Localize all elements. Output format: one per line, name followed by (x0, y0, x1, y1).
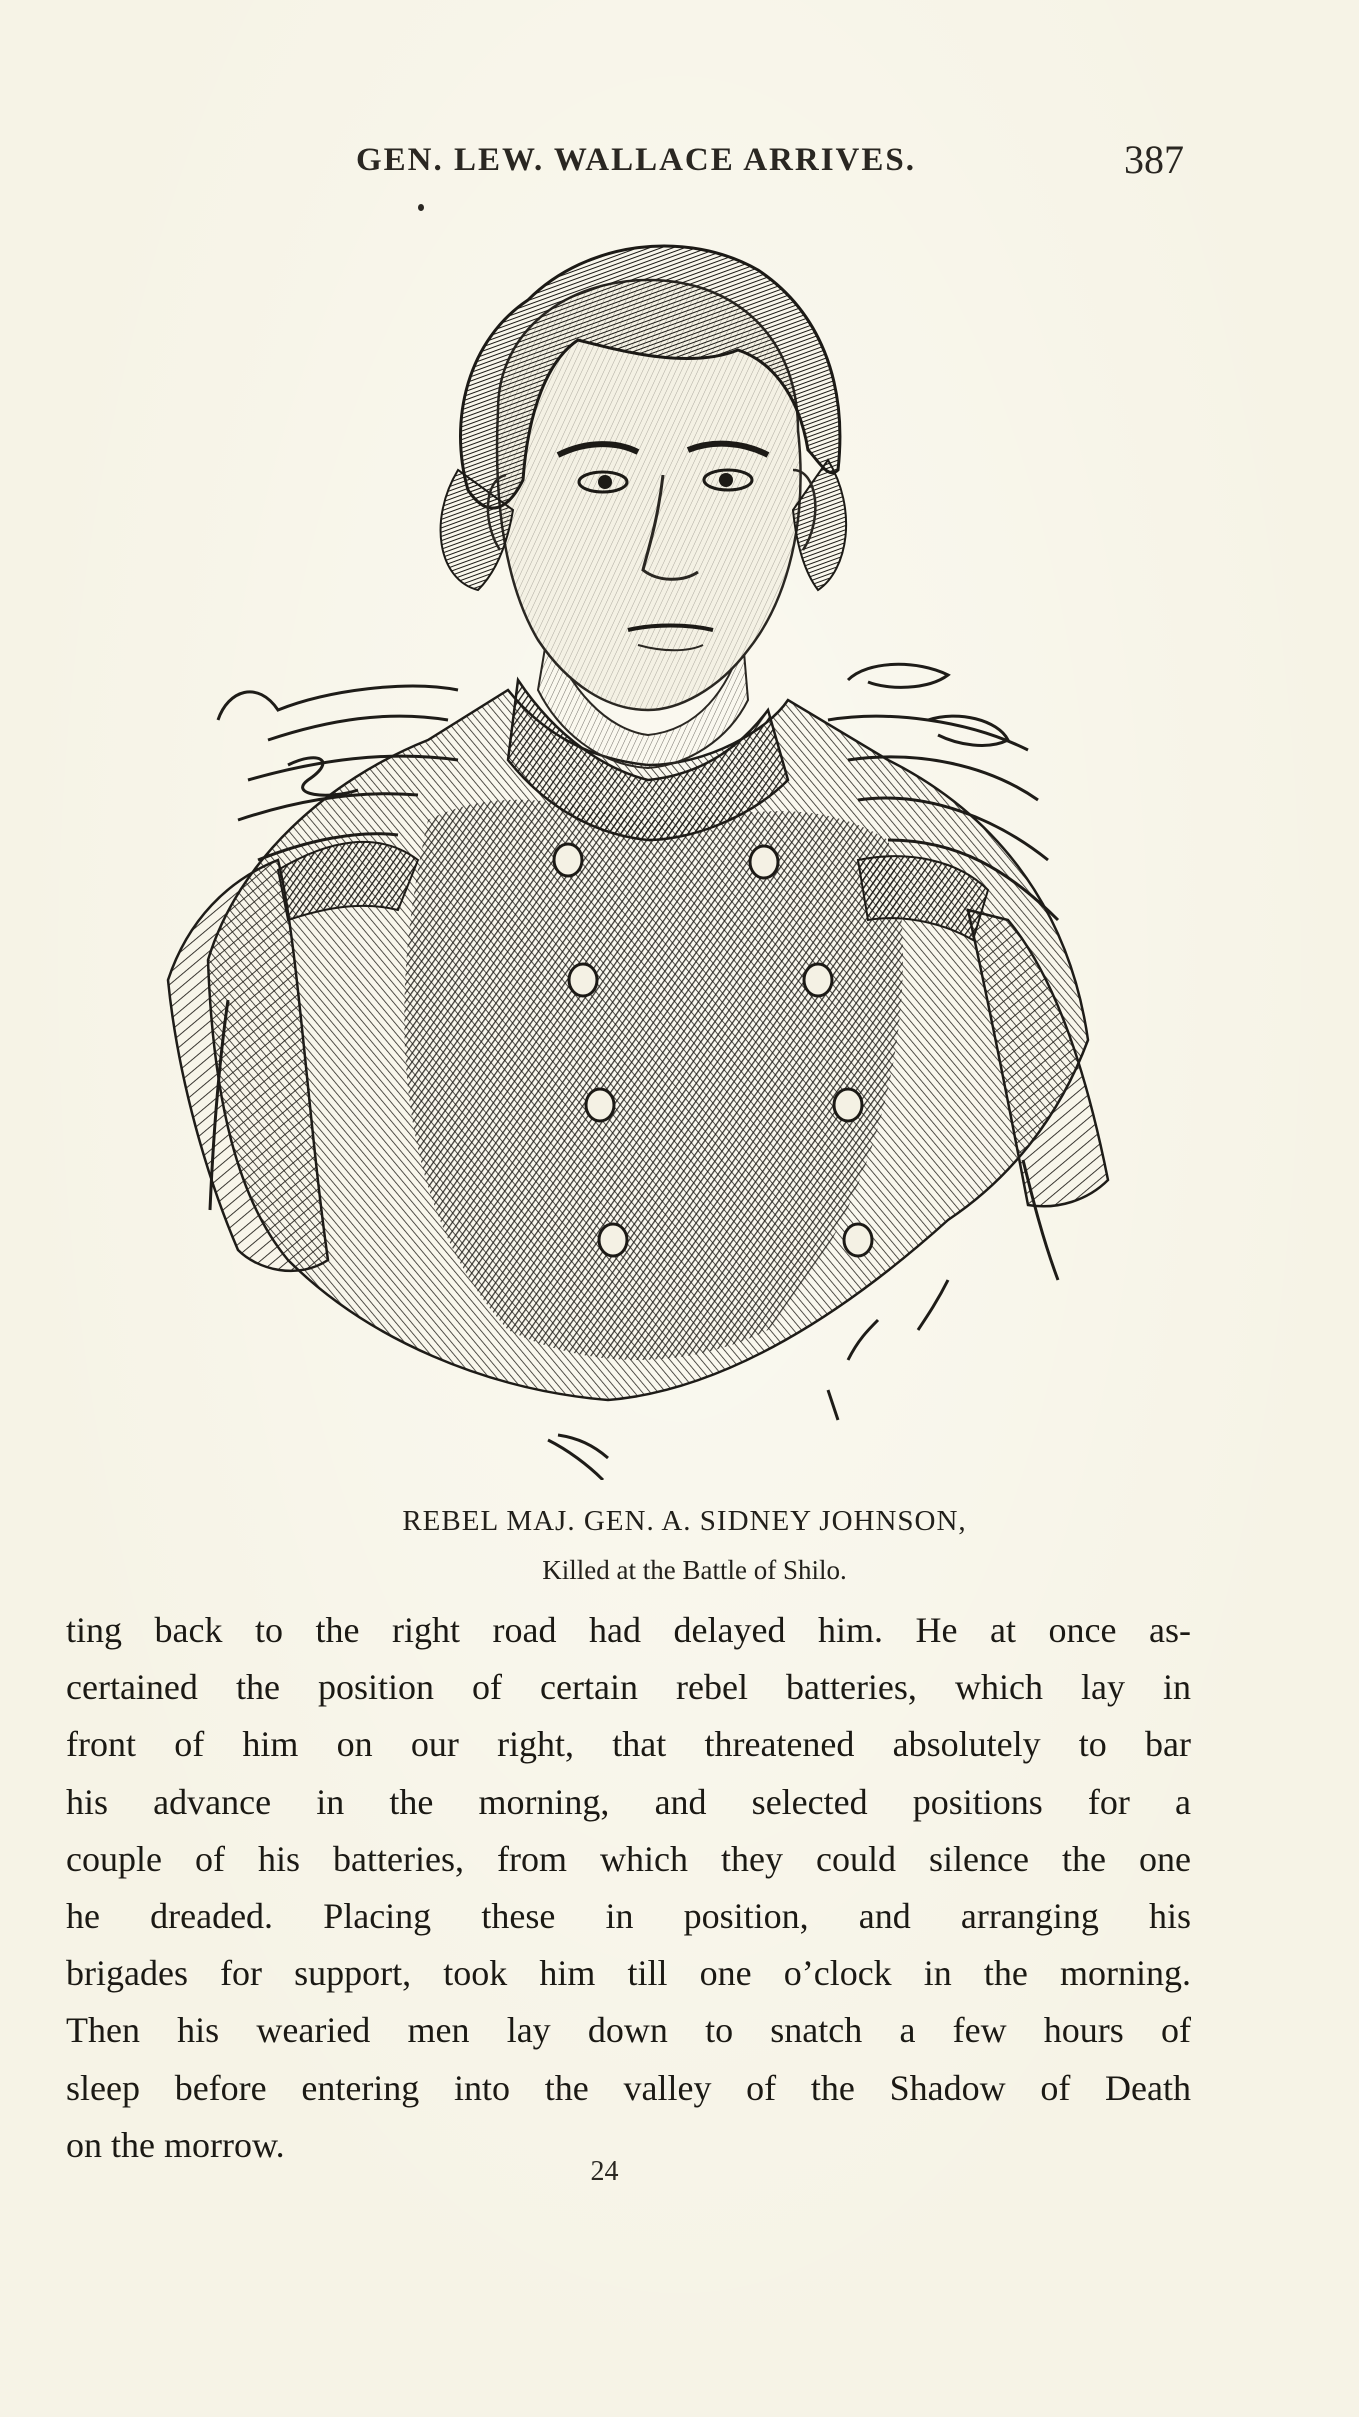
page-number: 387 (1124, 137, 1184, 182)
body-line: brigades for support, took him till one o’clock in the morning. (66, 1953, 1191, 1994)
body-paragraph (66, 1602, 1191, 2174)
body-line: certained the position of certain rebel batteries, which lay in (66, 1667, 1191, 1708)
body-line: he dreaded. Placing these in position, and arranging his (66, 1895, 1191, 1936)
body-line: ting back to the right road had delayed him. He at once as- (66, 1610, 1191, 1650)
body-line: Then his wearied men lay down to snatch a few hours of (66, 2010, 1191, 2051)
body-line: his advance in the morning, and selected positions for a (66, 1781, 1191, 1822)
signature-mark: 24 (590, 2156, 619, 2187)
illustration-caption-title: REBEL MAJ. GEN. A. SIDNEY JOHNSON, (402, 1505, 967, 1537)
ink-speck (418, 204, 424, 211)
body-line: on the morrow. (66, 2124, 285, 2165)
body-line: sleep before entering into the valley of the Shadow of Death (66, 2067, 1191, 2108)
running-head: GEN. LEW. WALLACE ARRIVES. (356, 142, 916, 178)
body-line: front of him on our right, that threatened absolutely to bar (66, 1724, 1191, 1765)
engraved-portrait (128, 220, 1128, 1480)
body-line: couple of his batteries, from which they could silence the one (66, 1838, 1191, 1879)
illustration-caption-subtitle: Killed at the Battle of Shilo. (542, 1555, 847, 1585)
